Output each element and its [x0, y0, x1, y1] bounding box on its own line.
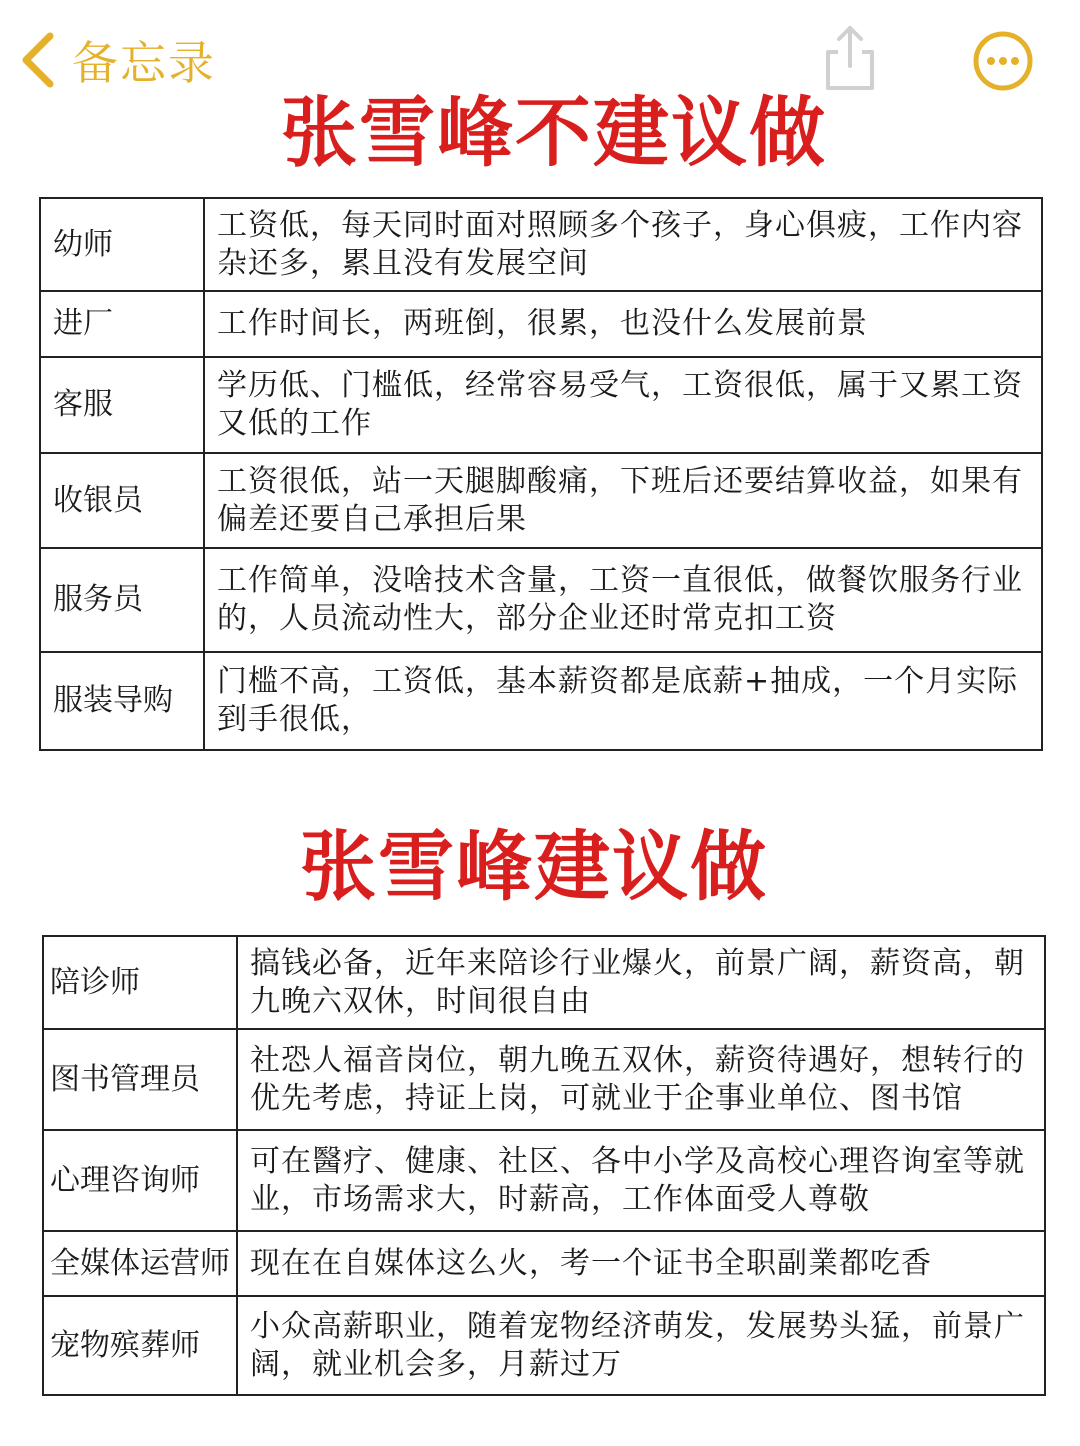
- more-button[interactable]: [972, 30, 1034, 96]
- table-row: [40, 291, 1042, 357]
- job-description: 工资低，每天同时面对照顾多个孩子，身心俱疲，工作内容杂还多，累且没有发展空间: [204, 198, 1042, 291]
- job-description: 门槛不高，工资低，基本薪资都是底薪+抽成，一个月实际到手很低，: [204, 652, 1042, 750]
- table-row: [40, 652, 1042, 750]
- table-row: [43, 1130, 1045, 1231]
- job-name: 全媒体运营师: [43, 1231, 237, 1296]
- job-name: 心理咨询师: [43, 1130, 237, 1231]
- job-description: 小众高薪职业，随着宠物经济萌发，发展势头猛，前景广阔，就业机会多，月薪过万: [237, 1296, 1045, 1395]
- job-name: 进厂: [40, 291, 204, 357]
- job-name: 服务员: [40, 548, 204, 652]
- job-name: 宠物殡葬师: [43, 1296, 237, 1395]
- table-row: [40, 198, 1042, 291]
- section-title-recommended: 张雪峰建议做: [300, 822, 768, 911]
- share-button[interactable]: [820, 22, 880, 98]
- job-description: 学历低、门槛低，经常容易受气，工资很低，属于又累工资又低的工作: [204, 357, 1042, 453]
- table-row: [43, 1296, 1045, 1395]
- job-description: 工作简单，没啥技术含量，工资一直很低，做餐饮服务行业的，人员流动性大，部分企业还时常克扣工资: [204, 548, 1042, 652]
- job-name: 陪诊师: [43, 936, 237, 1029]
- job-description: 工作时间长，两班倒，很累，也没什么发展前景: [204, 291, 1042, 357]
- job-description: 可在醫疗、健康、社区、各中小学及高校心理咨询室等就业，市场需求大，时薪高，工作体面受人尊敬: [237, 1130, 1045, 1231]
- job-name: 服装导购: [40, 652, 204, 750]
- table-row: [40, 453, 1042, 548]
- table-row: [43, 1029, 1045, 1130]
- table-row: [40, 357, 1042, 453]
- job-description: 工资很低，站一天腿脚酸痛，下班后还要结算收益，如果有偏差还要自己承担后果: [204, 453, 1042, 548]
- section-title-not-recommended: 张雪峰不建议做: [281, 88, 827, 177]
- job-name: 客服: [40, 357, 204, 453]
- chevron-left-icon: [20, 32, 56, 88]
- job-name: 图书管理员: [43, 1029, 237, 1130]
- job-description: 社恐人福音岗位，朝九晚五双休，薪资待遇好，想转行的优先考虑，持证上岗，可就业于企事业单位、图书馆: [237, 1029, 1045, 1130]
- table-row: [43, 1231, 1045, 1296]
- table-row: [43, 936, 1045, 1029]
- recommended-table: [42, 935, 1046, 1396]
- job-name: 幼师: [40, 198, 204, 291]
- job-description: 现在在自媒体这么火，考一个证书全职副業都吃香: [237, 1231, 1045, 1296]
- table-row: [40, 548, 1042, 652]
- back-button[interactable]: [20, 30, 216, 90]
- job-name: 收银员: [40, 453, 204, 548]
- not-recommended-table: [39, 197, 1043, 751]
- job-description: 搞钱必备，近年来陪诊行业爆火，前景广阔，薪资高，朝九晚六双休，时间很自由: [237, 936, 1045, 1029]
- back-label: 备忘录: [72, 36, 216, 90]
